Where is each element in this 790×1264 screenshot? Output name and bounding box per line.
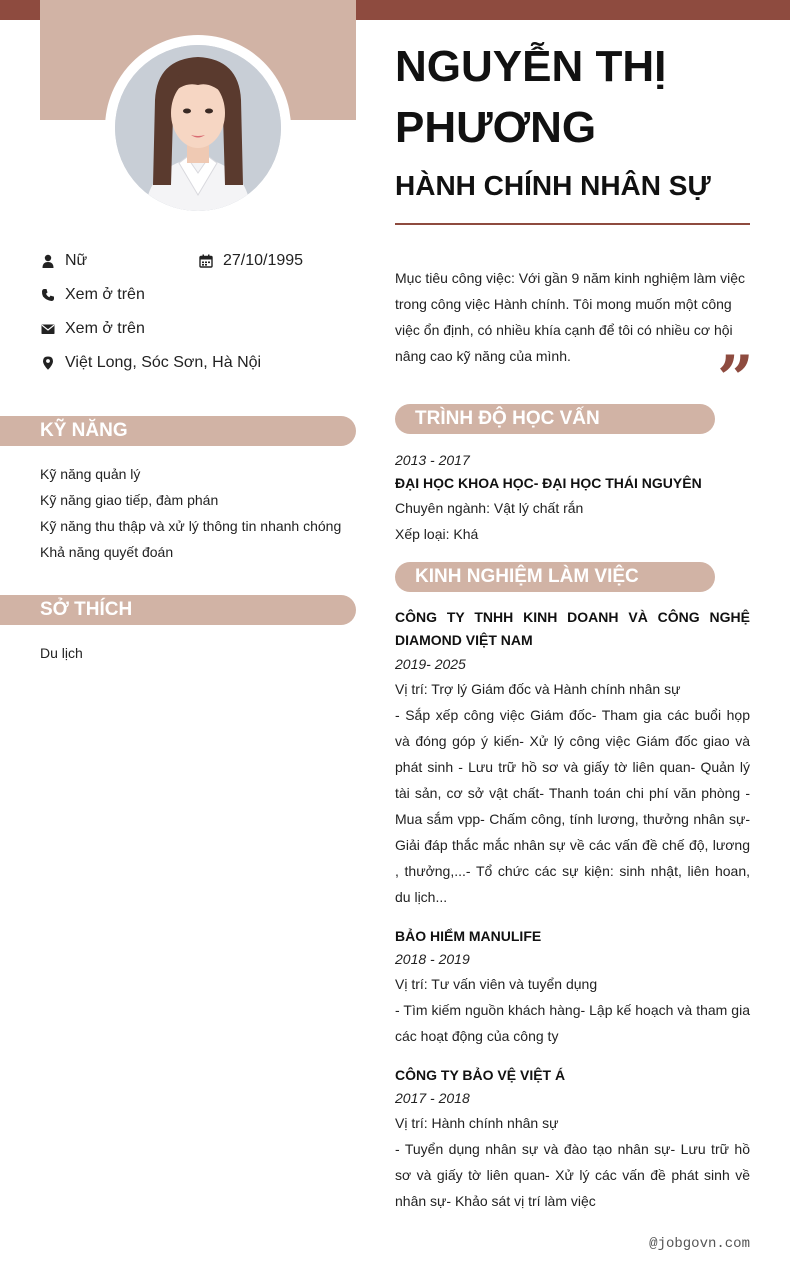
birthday-value: 27/10/1995 (223, 252, 304, 269)
career-objective: Mục tiêu công việc: Với gần 9 năm kinh nghiệm làm việc trong công việc Hành chính. Tôi mong muốn một công việc ổn định, có nhiều khía cạnh để tôi có nhiều cơ hội nâng cao kỹ năng của mình. (395, 270, 746, 364)
hobbies-heading: SỞ THÍCH (0, 595, 356, 625)
job-company: BẢO HIỂM MANULIFE (395, 928, 542, 944)
hobby-item: Du lịch (40, 645, 83, 661)
education-major: Chuyên ngành: Vật lý chất rắn (395, 500, 584, 516)
phone-icon (40, 287, 56, 303)
location-icon (40, 355, 56, 371)
job-period: 2019- 2025 (395, 656, 466, 672)
skills-heading: KỸ NĂNG (0, 416, 356, 446)
gender-value: Nữ (65, 252, 88, 269)
title-divider (395, 223, 750, 225)
job-period: 2017 - 2018 (395, 1090, 470, 1106)
calendar-icon (198, 253, 214, 269)
email-row (40, 317, 145, 341)
school-name: ĐẠI HỌC KHOA HỌC- ĐẠI HỌC THÁI NGUYÊN (395, 475, 702, 491)
skills-list (40, 461, 341, 565)
job-description: - Tuyển dụng nhân sự và đào tạo nhân sự- Lưu trữ hồ sơ và giấy tờ liên quan- Xử lý các vấn đề phát sinh về nhân sự- Khảo sát vị trí làm việc (395, 1141, 750, 1209)
skill-item: Kỹ năng thu thập và xử lý thông tin nhanh chóng (40, 518, 342, 534)
quote-icon: ” (717, 342, 754, 417)
job-title: HÀNH CHÍNH NHÂN SỰ (395, 170, 711, 201)
birthday-row (198, 249, 303, 273)
avatar (115, 45, 281, 211)
address-value: Việt Long, Sóc Sơn, Hà Nội (65, 354, 262, 371)
education-heading: TRÌNH ĐỘ HỌC VẤN (395, 404, 715, 434)
watermark: @jobgovn.com (649, 1236, 750, 1252)
user-icon (40, 253, 56, 269)
education-period: 2013 - 2017 (395, 452, 470, 468)
skill-item: Khả năng quyết đoán (40, 544, 174, 560)
email-icon (40, 321, 56, 337)
hobbies-list (40, 640, 83, 666)
job-position: Vị trí: Trợ lý Giám đốc và Hành chính nhân sự (395, 681, 681, 697)
job-description: - Sắp xếp công việc Giám đốc- Tham gia các buổi họp và đóng góp ý kiến- Xử lý công việc Giám đốc giao và phát sinh - Lưu trữ hồ sơ và giấy tờ liên quan- Quản lý tài sản, cơ sở vật chất- Thanh toán chi phí văn phòng - Mua sắm vpp- Chấm công, tính lương, thưởng nhân sự- Giải đáp thắc mắc nhân sự về các vấn đề chế độ, lương , thưởng,...- Tổ chức các sự kiện: sinh nhật, liên hoan, du lịch... (395, 707, 750, 905)
job-position: Vị trí: Hành chính nhân sự (395, 1115, 559, 1131)
job-period: 2018 - 2019 (395, 951, 470, 967)
job-description: - Tìm kiếm nguồn khách hàng- Lập kế hoạch và tham gia các hoạt động của công ty (395, 1002, 750, 1044)
avatar-photo (115, 45, 281, 211)
skill-item: Kỹ năng giao tiếp, đàm phán (40, 492, 219, 508)
avatar-frame (105, 35, 291, 221)
phone-value: Xem ở trên (65, 286, 145, 303)
job-company: CÔNG TY TNHH KINH DOANH VÀ CÔNG NGHỆ DIAMOND VIỆT NAM (395, 609, 750, 648)
email-value: Xem ở trên (65, 320, 145, 337)
candidate-name: NGUYỄN THỊ PHƯƠNG (395, 42, 667, 152)
education-grade: Xếp loại: Khá (395, 526, 479, 542)
experience-heading: KINH NGHIỆM LÀM VIỆC (395, 562, 715, 592)
address-row (40, 351, 261, 375)
job-company: CÔNG TY BẢO VỆ VIỆT Á (395, 1067, 566, 1083)
gender-row (40, 249, 87, 273)
phone-row (40, 283, 145, 307)
job-position: Vị trí: Tư vấn viên và tuyển dụng (395, 976, 598, 992)
skill-item: Kỹ năng quản lý (40, 466, 141, 482)
